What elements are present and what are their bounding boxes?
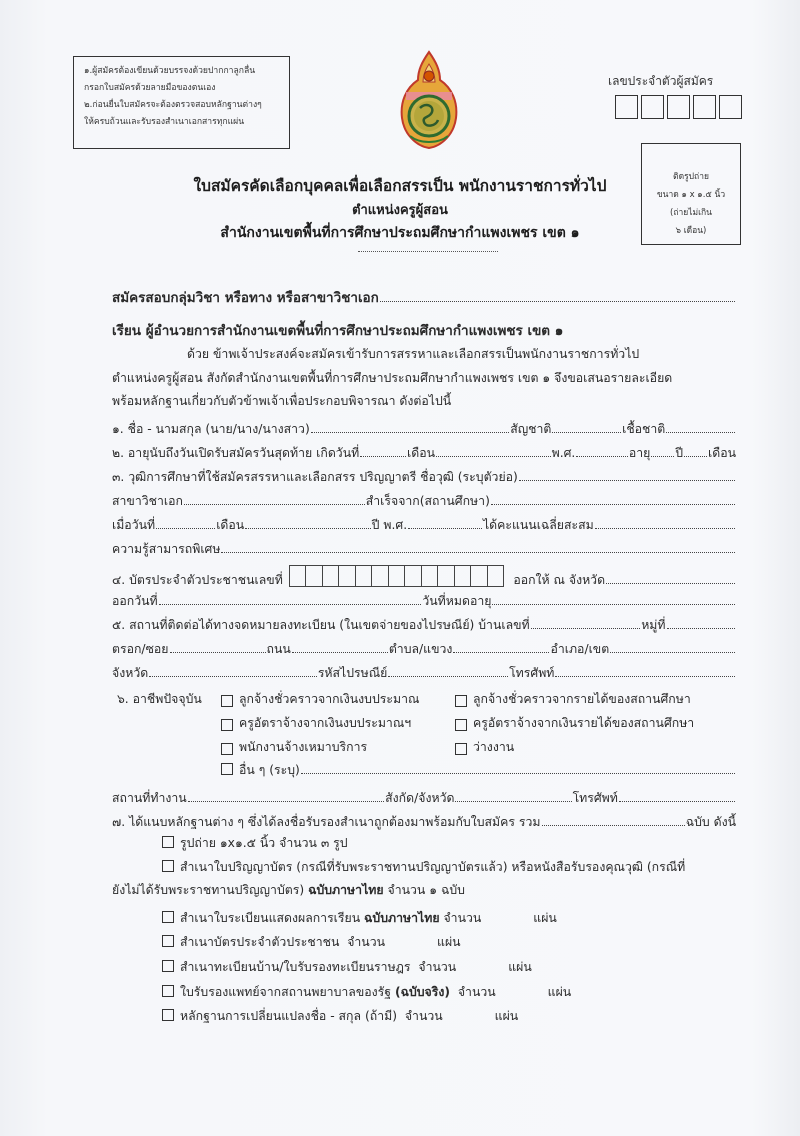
phone-label: โทรศัพท์ [509,666,555,680]
checkbox[interactable] [162,836,174,848]
birth-year-field[interactable] [576,442,628,457]
applicant-number-digit-box[interactable] [719,95,742,119]
obec-emblem-icon [398,50,460,150]
sheet-label: แผ่น [437,935,461,949]
applicant-number-digit-box[interactable] [615,95,638,119]
id-digit-box[interactable] [322,565,340,587]
workplace-row [112,787,736,809]
id-digit-box[interactable] [338,565,356,587]
option-label: พนักงานจ้างเหมาบริการ [239,740,368,754]
original-copy-emphasis: (ฉบับจริง) [394,985,450,999]
major-row [112,490,736,512]
checkbox[interactable] [162,935,174,947]
name-label: ๑. ชื่อ - นามสกุล (นาย/นาง/นางสาว) [112,422,310,436]
applicant-number-label: เลขประจำตัวผู้สมัคร [608,74,714,88]
years-label: ปี [675,446,684,460]
count-label: จำนวน [418,960,457,974]
document-item-id-copy[interactable] [162,933,461,952]
moo-label: หมู่ที่ [641,618,666,632]
degree-label: ๓. วุฒิการศึกษาที่ใช้สมัครสรรหาและเลือกสรร ปริญญาตรี ชื่อวุฒิ (ระบุตัวย่อ) [112,470,518,484]
applicant-number-boxes[interactable] [615,95,745,119]
id-digit-box[interactable] [289,565,307,587]
other-occupation-field[interactable] [301,759,735,774]
document-label: สำเนาทะเบียนบ้าน/ใบรับรองทะเบียนราษฎร [180,960,411,974]
body-text: ตำแหน่งครูผู้สอน สังกัดสำนักงานเขตพื้นที่การศึกษาประถมศึกษากำแพงเพชร เขต ๑ จึงขอเสนอรายละเอียด [112,371,673,385]
id-card-label: ๔. บัตรประจำตัวประชาชนเลขที่ [112,573,283,587]
race-label: เชื้อชาติ [622,422,666,436]
salutation-text: เรียน ผู้อำนวยการสำนักงานเขตพื้นที่การศึกษาประถมศึกษากำแพงเพชร เขต ๑ [112,323,564,339]
id-digit-box[interactable] [421,565,439,587]
document-item-photo[interactable] [162,834,348,853]
sheet-label: แผ่น [533,911,557,925]
salutation-body-line [112,390,736,412]
document-count: จำนวน ๑ ฉบับ [387,883,465,897]
option-label: ครูอัตราจ้างจากเงินรายได้ของสถานศึกษา [473,716,695,730]
birth-month-field[interactable] [436,442,551,457]
graduation-date-row [112,514,736,536]
age-months-field[interactable] [684,442,707,457]
moo-field[interactable] [667,614,735,629]
body-text: ด้วย ข้าพเจ้าประสงค์จะสมัครเข้ารับการสรรหาและเลือกสรรเป็นพนักงานราชการทั่วไป [187,347,640,361]
degree-row [112,466,736,488]
address-row [112,614,736,636]
workplace-phone-field[interactable] [619,787,735,802]
expiry-date-field[interactable] [492,590,735,605]
document-item-name-change[interactable] [162,1007,518,1026]
option-label: ครูอัตราจ้างจากเงินงบประมาณฯ [239,716,412,730]
birth-year-label: พ.ศ. [551,446,576,460]
subdistrict-label: ตำบล/แขวง [388,642,453,656]
occupation-option[interactable] [455,738,514,757]
document-label: สำเนาใบระเบียนแสดงผลการเรียน [180,911,361,925]
id-digit-box[interactable] [305,565,323,587]
salutation-to [112,320,736,342]
body-text: พร้อมหลักฐานเกี่ยวกับตัวข้าพเจ้าเพื่อประกอบพิจารณา ดังต่อไปนี้ [112,394,452,408]
instructions-box [73,56,290,149]
grad-month-field[interactable] [245,514,371,529]
province-row [112,662,736,684]
occupation-label: ๖. อาชีพปัจจุบัน [117,692,202,706]
grad-year-field[interactable] [408,514,482,529]
grad-month-label: เดือน [216,518,245,532]
age-label: อายุ [628,446,651,460]
workplace-label: สถานที่ทำงาน [112,791,187,805]
special-skills-field[interactable] [221,538,735,553]
document-degree-continuation [112,879,736,901]
nationality-label: สัญชาติ [510,422,552,436]
gpa-label: ได้คะแนนเฉลี่ยสะสม [482,518,594,532]
subdistrict-field[interactable] [453,638,549,653]
checkbox[interactable] [221,763,233,775]
age-years-field[interactable] [651,442,674,457]
document-item-medical-certificate[interactable] [162,983,571,1002]
salutation-body-line [112,367,736,389]
birthdate-label: ๒. อายุนับถึงวันเปิดรับสมัครวันสุดท้าย เกิดวันที่ [112,446,360,460]
checkbox[interactable] [162,960,174,972]
count-label: จำนวน [443,911,482,925]
id-digit-box[interactable] [437,565,455,587]
address-detail-row [112,638,736,660]
workplace-phone-label: โทรศัพท์ [572,791,618,805]
salutation-body-line [187,343,736,365]
document-item-degree[interactable] [162,858,685,877]
applicant-number-digit-box[interactable] [667,95,690,119]
instruction-line: กรอกใบสมัครด้วยลายมือของตนเอง [84,83,216,93]
grad-year-label: ปี พ.ศ. [371,518,408,532]
id-dates-row [112,590,736,612]
province-field[interactable] [149,662,317,677]
thai-version-emphasis: ฉบับภาษาไทย [308,883,384,897]
option-label: ว่างงาน [473,740,515,754]
id-digit-box[interactable] [404,565,422,587]
name-field[interactable] [311,418,509,433]
id-digit-box[interactable] [388,565,406,587]
province-label: จังหวัด [112,666,149,680]
major-label: สาขาวิชาเอก [112,494,183,508]
institution-label: สำเร็จจาก(สถานศึกษา) [365,494,490,508]
id-digit-box[interactable] [371,565,389,587]
postcode-field[interactable] [388,662,508,677]
occupation-option[interactable] [221,690,419,709]
photo-instruction: (ถ่ายไม่เกิน [670,208,712,218]
checkbox[interactable] [455,695,467,707]
option-label: อื่น ๆ (ระบุ) [239,763,300,777]
grad-day-field[interactable] [156,514,215,529]
checkbox[interactable] [455,719,467,731]
instruction-line: ๒.ก่อนยื่นใบสมัครจะต้องตรวจสอบหลักฐานต่างๆ [84,100,262,110]
document-label: หลักฐานการเปลี่ยนแปลงชื่อ - สกุล (ถ้ามี) [180,1009,397,1023]
checkbox[interactable] [221,719,233,731]
birth-month-label: เดือน [407,446,436,460]
document-item-house-registration[interactable] [162,958,532,977]
id-digit-box[interactable] [454,565,472,587]
checkbox[interactable] [221,743,233,755]
checkbox[interactable] [162,860,174,872]
photo-instruction: ติดรูปถ่าย [673,172,709,182]
id-digit-box[interactable] [487,565,505,587]
thai-version-emphasis: ฉบับภาษาไทย [364,911,440,925]
document-label: ยังไม่ได้รับพระราชทานปริญญาบัตร) [112,883,305,897]
occupation-option[interactable] [455,714,694,733]
race-field[interactable] [666,418,735,433]
gpa-field[interactable] [595,514,735,529]
birth-day-field[interactable] [360,442,406,457]
months-label: เดือน [708,446,736,460]
office-title: สำนักงานเขตพื้นที่การศึกษาประถมศึกษากำแพงเพชร เขต ๑ [220,225,580,241]
occupation-option[interactable] [455,690,691,709]
id-digit-box[interactable] [470,565,488,587]
subject-group-field[interactable] [380,287,735,302]
workplace-field[interactable] [188,787,384,802]
sheet-label: แผ่น [547,985,572,999]
issued-date-field[interactable] [159,590,422,605]
house-number-field[interactable] [531,614,641,629]
soi-field[interactable] [170,638,266,653]
applicant-number-digit-box[interactable] [641,95,664,119]
position-title: ตำแหน่งครูผู้สอน [352,203,448,218]
documents-intro-label: ๗. ได้แนบหลักฐานต่าง ๆ ซึ่งได้ลงชื่อรับรองสำเนาถูกต้องมาพร้อมกับใบสมัคร รวม [112,815,541,829]
instruction-line: ๑.ผู้สมัครต้องเขียนด้วยบรรจงด้วยปากกาลูกลื่น [84,66,256,76]
special-skills-row [112,538,736,560]
address-label: ๕. สถานที่ติดต่อได้ทางจดหมายลงทะเบียน (ในเขตจ่ายของไปรษณีย์) บ้านเลขที่ [112,618,530,632]
documents-intro-end: ฉบับ ดังนี้ [685,815,736,829]
checkbox[interactable] [455,743,467,755]
issued-province-field[interactable] [606,569,735,584]
checkbox[interactable] [162,911,174,923]
documents-intro-row [112,811,736,833]
degree-field[interactable] [519,466,735,481]
subject-group-row [112,287,736,309]
affiliation-field[interactable] [455,787,571,802]
checkbox[interactable] [221,695,233,707]
issued-date-label: ออกวันที่ [112,594,158,608]
sheet-label: แผ่น [508,960,532,974]
birthdate-row [112,442,736,464]
option-label: ลูกจ้างชั่วคราวจากรายได้ของสถานศึกษา [473,692,691,706]
count-label: จำนวน [347,935,386,949]
document-label: สำเนาใบปริญญาบัตร (กรณีที่รับพระราชทานปริญญาบัตรแล้ว) หรือหนังสือรับรองคุณวุฒิ (กรณีที่ [180,860,686,874]
checkbox[interactable] [162,985,174,997]
count-label: จำนวน [457,985,496,999]
affiliation-label: สังกัด/จังหวัด [385,791,455,805]
occupation-option-other[interactable] [221,759,736,781]
phone-field[interactable] [555,662,735,677]
checkbox[interactable] [162,1009,174,1021]
occupation-option[interactable] [221,738,367,757]
document-item-transcript[interactable] [162,909,557,928]
road-label: ถนน [266,642,291,656]
district-label: อำเภอ/เขต [550,642,610,656]
id-card-number-boxes[interactable] [289,565,504,587]
nationality-field[interactable] [552,418,621,433]
major-field[interactable] [184,490,365,505]
photo-instruction: ๖ เดือน) [675,226,707,236]
id-card-row [112,562,736,591]
grad-day-label: เมื่อวันที่ [112,518,156,532]
title-dotted-field[interactable] [358,251,498,252]
photo-instruction: ขนาด ๑ x ๑.๕ นิ้ว [656,190,726,200]
road-field[interactable] [292,638,388,653]
document-label: รูปถ่าย ๑x๑.๕ นิ้ว จำนวน ๓ รูป [180,836,348,850]
instruction-line: ให้ครบถ้วนและรับรองสำเนาเอกสารทุกแผ่น [84,117,245,127]
form-title: ใบสมัครคัดเลือกบุคคลเพื่อเลือกสรรเป็น พนักงานราชการทั่วไป [193,177,607,195]
id-digit-box[interactable] [355,565,373,587]
issued-province-label: ออกให้ ณ จังหวัด [513,573,606,587]
applicant-number-digit-box[interactable] [693,95,716,119]
document-label: ใบรับรองแพทย์จากสถานพยาบาลของรัฐ [180,985,392,999]
postcode-label: รหัสไปรษณีย์ [317,666,388,680]
expiry-date-label: วันที่หมดอายุ [422,594,492,608]
option-label: ลูกจ้างชั่วคราวจากเงินงบประมาณ [239,692,420,706]
documents-total-field[interactable] [542,811,685,826]
count-label: จำนวน [404,1009,443,1023]
special-skills-label: ความรู้สามารถพิเศษ [112,542,221,556]
name-row [112,418,736,440]
soi-label: ตรอก/ซอย [112,642,169,656]
document-label: สำเนาบัตรประจำตัวประชาชน [180,935,340,949]
sheet-label: แผ่น [494,1009,519,1023]
district-field[interactable] [610,638,735,653]
occupation-option[interactable] [221,714,411,733]
institution-field[interactable] [491,490,735,505]
subject-group-label: สมัครสอบกลุ่มวิชา หรือทาง หรือสาขาวิชาเอก [112,290,379,306]
